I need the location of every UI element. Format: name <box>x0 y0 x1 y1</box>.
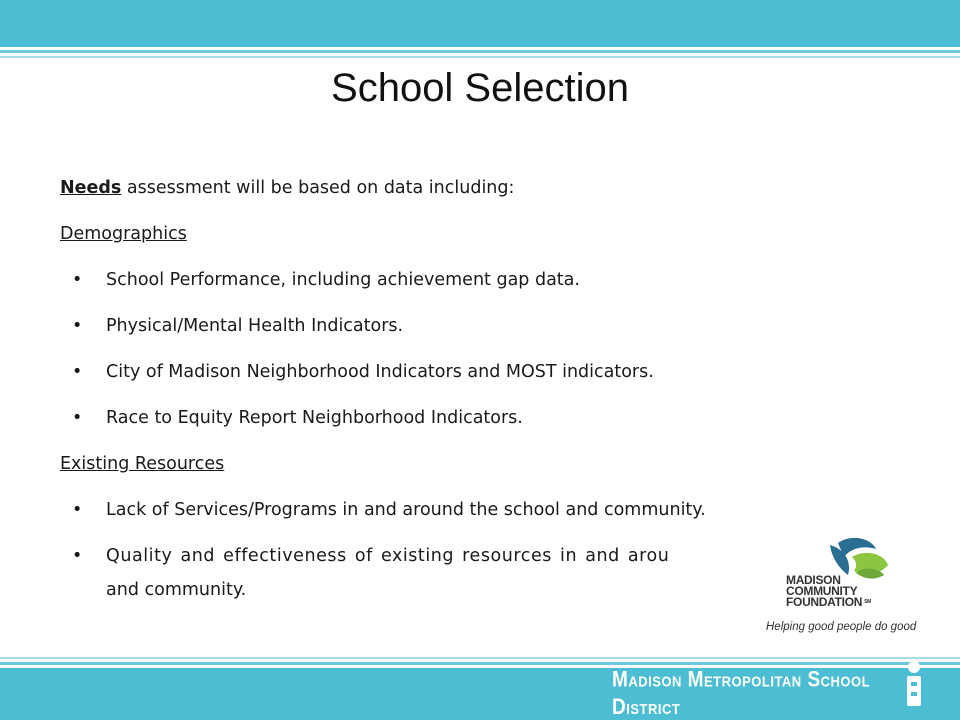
intro-text: assessment will be based on data including: <box>121 178 515 198</box>
section-heading-existing-resources: Existing Resources <box>60 454 225 474</box>
logo-tm: SM <box>864 599 872 605</box>
section-heading-demographics: Demographics <box>60 224 187 244</box>
bullet-text-continued: and community. <box>106 580 247 600</box>
bullet-text: City of Madison Neighborhood Indicators and MOST indicators. <box>106 362 654 382</box>
bullet-text: Lack of Services/Programs in and around the school and community. <box>106 500 706 520</box>
top-banner <box>0 0 960 47</box>
intro-line <box>60 178 514 198</box>
slide-title: School Selection <box>331 66 629 110</box>
top-divider-thin <box>0 56 960 58</box>
logo-line: MADISON <box>786 573 841 587</box>
bullet-icon: • <box>72 270 83 290</box>
madison-community-foundation-logo <box>760 535 925 640</box>
district-name: Madison Metropolitan School District <box>612 668 871 720</box>
bullet-text: Quality and effectiveness of existing resources in and arou <box>106 546 670 566</box>
district-figure-icon <box>903 660 925 708</box>
top-divider <box>0 50 960 53</box>
bullet-icon: • <box>72 500 83 520</box>
logo-line <box>786 597 871 608</box>
logo-wordmark <box>786 575 871 608</box>
bullet-text: Race to Equity Report Neighborhood Indicators. <box>106 408 523 428</box>
bullet-text: School Performance, including achievement gap data. <box>106 270 580 290</box>
logo-line-text: FOUNDATION <box>786 595 863 609</box>
bullet-icon: • <box>72 316 83 336</box>
intro-emphasis: Needs <box>60 178 122 198</box>
bullet-icon: • <box>72 362 83 382</box>
bullet-text: Physical/Mental Health Indicators. <box>106 316 404 336</box>
bullet-icon: • <box>72 408 83 428</box>
bottom-divider-thin <box>0 657 960 659</box>
logo-line: COMMUNITY <box>786 584 858 598</box>
bottom-divider <box>0 662 960 665</box>
logo-tagline: Helping good people do good <box>766 621 917 633</box>
bullet-icon: • <box>72 546 83 566</box>
